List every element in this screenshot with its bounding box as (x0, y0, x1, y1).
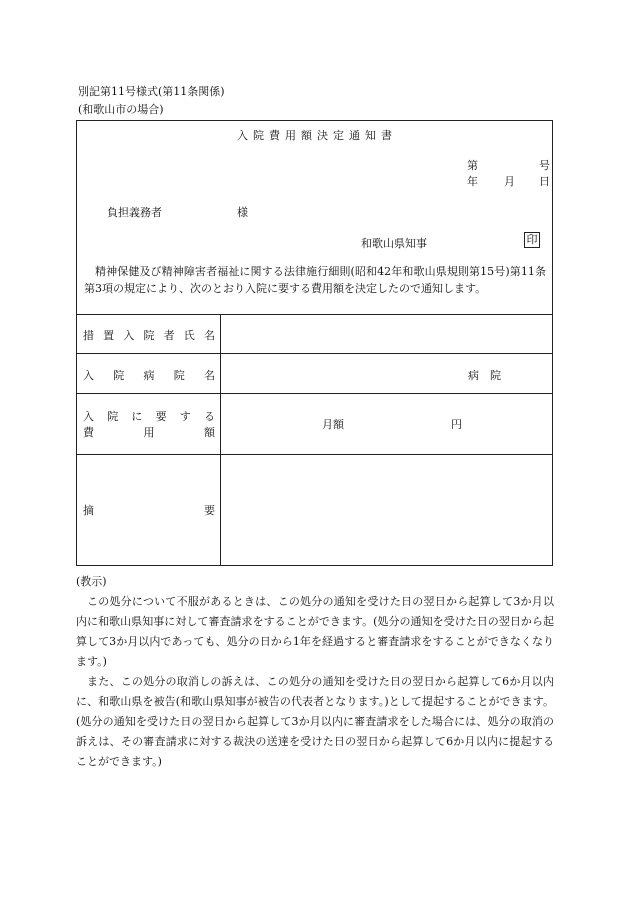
label-char: 氏 (183, 329, 195, 342)
date-day: 日 (539, 175, 550, 188)
instructions-title: (教示) (76, 575, 107, 588)
label-char: 院 (143, 329, 155, 342)
label-char: 要 (155, 410, 167, 423)
hospital-suffix: 病 院 (468, 369, 501, 382)
yen-label: 円 (451, 418, 462, 431)
divider (77, 314, 552, 315)
label-char: 入 (83, 410, 94, 423)
label-char: す (179, 410, 191, 423)
instructions-section (76, 572, 554, 772)
label-char: 入 (123, 329, 135, 342)
cost-label-line1 (83, 408, 215, 424)
number-prefix: 第 (467, 159, 478, 172)
addressee-label: 負担義務者 (107, 206, 162, 219)
label-char: 用 (285, 129, 296, 142)
label-char: 院 (253, 129, 264, 142)
label-char: 入 (83, 369, 94, 382)
cost-label-line2 (83, 424, 215, 440)
seal-mark: 印 (524, 232, 540, 248)
label-char: 費 (269, 129, 280, 142)
intro-text: 精神保健及び精神障害者福祉に関する法律施行細則(昭和42年和歌山県規則第15号)第11条第3項の規定により、次のとおり入院に要する費用額を決定したので通知します。 (84, 265, 546, 295)
label-char: 措 (83, 329, 94, 342)
date-year: 年 (467, 175, 478, 188)
notice-form (76, 120, 553, 566)
label-char: 用 (143, 426, 155, 439)
instructions-paragraph-1: この処分について不服があるときは、この処分の通知を受けた日の翌日から起算して3か月以内に和歌山県知事に対して審査請求をすることができます。(処分の通知を受けた日の翌日から起算して3か月以内であっても、処分の日から1年を経過すると審査請求をすることができなくなります。) (76, 595, 554, 668)
summary-label (83, 502, 215, 518)
form-number-line: 別記第11号様式(第11条関係) (78, 85, 225, 98)
label-char: 名 (203, 329, 215, 342)
label-char: 費 (83, 426, 94, 439)
patient-name-label (83, 327, 215, 343)
monthly-label: 月額 (322, 418, 344, 431)
divider (77, 353, 552, 354)
label-char: に (131, 410, 143, 423)
issuer-name: 和歌山県知事 (361, 237, 427, 250)
instructions-paragraph-2: また、この処分の取消しの訴えは、この処分の通知を受けた日の翌日から起算して6か月以内に、和歌山県を被告(和歌山県知事が被告の代表者となります。)として提起することができます。(処分の通知を受けた日の翌日から起算して3か月以内に審査請求をした場合には、処分の取消の訴えは、その審査請求に対する裁決の送達を受けた日の翌日から起算して6か月以内に提起することができます。) (76, 675, 554, 768)
date-month: 月 (504, 175, 515, 188)
divider (77, 454, 552, 455)
label-char: 者 (163, 329, 175, 342)
jurisdiction-line: (和歌山市の場合) (78, 103, 164, 116)
form-title (77, 127, 552, 143)
label-char: 決 (317, 129, 328, 142)
label-char: 名 (204, 369, 215, 382)
label-char: 額 (204, 426, 215, 439)
column-divider (220, 314, 221, 566)
label-char: 書 (381, 129, 392, 142)
addressee-suffix: 様 (237, 206, 248, 219)
label-char: 定 (333, 129, 344, 142)
label-char: る (203, 410, 215, 423)
label-char: 院 (107, 410, 119, 423)
divider (77, 393, 552, 394)
label-char: 知 (365, 129, 376, 142)
label-char: 院 (113, 369, 125, 382)
hospital-name-label (83, 367, 215, 383)
label-char: 要 (204, 504, 215, 517)
label-char: 院 (173, 369, 185, 382)
label-char: 通 (349, 129, 360, 142)
label-char: 入 (237, 129, 248, 142)
label-char: 摘 (83, 504, 94, 517)
number-suffix: 号 (539, 159, 550, 172)
label-char: 置 (103, 329, 115, 342)
label-char: 病 (143, 369, 155, 382)
label-char: 額 (301, 129, 312, 142)
